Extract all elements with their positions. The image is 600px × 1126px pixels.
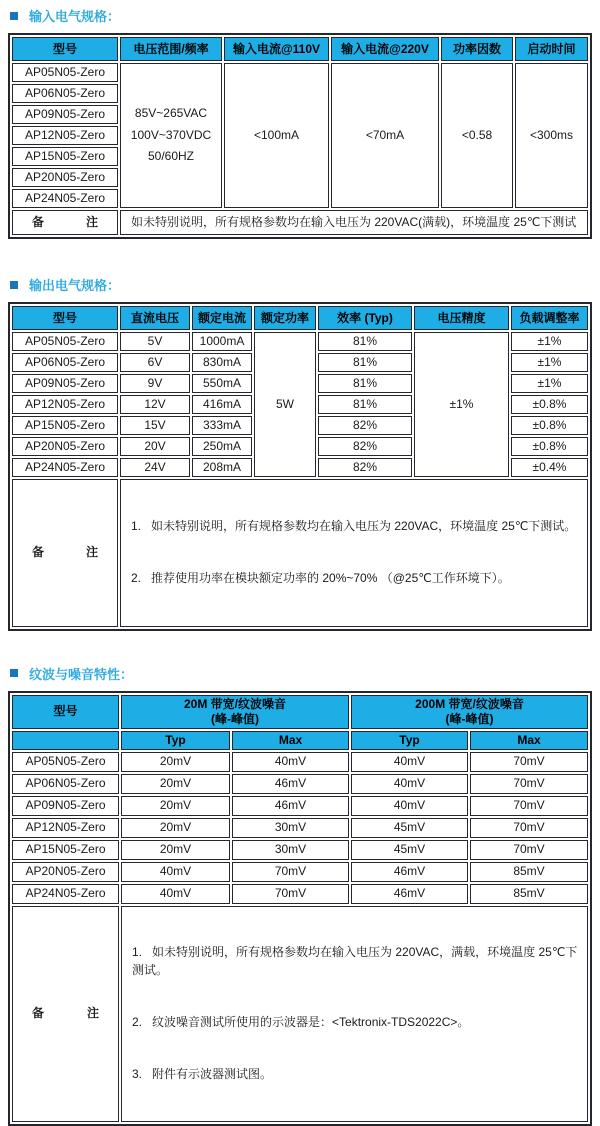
remark-label <box>12 479 118 626</box>
col-header-model: 型号 <box>12 695 119 729</box>
current-110v-cell: <100mA <box>224 63 329 208</box>
voltage-range-line: 100V~370VDC <box>130 127 212 142</box>
typ-20m-cell: 20mV <box>121 840 230 860</box>
remark-line: 1. 如未特别说明，所有规格参数均在输入电压为 220VAC，环境温度 25℃下测试。 <box>131 519 577 534</box>
max-200m-cell: 70mV <box>470 840 588 860</box>
col-header-startup-time: 启动时间 <box>515 37 588 61</box>
typ-200m-cell: 45mV <box>351 818 468 838</box>
efficiency-cell: 81% <box>318 332 412 351</box>
ripple-noise-table <box>8 691 592 1126</box>
input-specs-table <box>8 33 592 239</box>
table-row <box>12 752 588 772</box>
col-header-rated-current: 额定电流 <box>192 306 252 330</box>
remark-label-char: 备 <box>32 1006 45 1021</box>
max-200m-cell: 70mV <box>470 752 588 772</box>
remark-text: 如未特别说明，所有规格参数均在输入电压为 220VAC(满载)，环境温度 25℃下测试 <box>120 210 588 235</box>
max-20m-cell: 30mV <box>232 840 349 860</box>
typ-20m-cell: 40mV <box>121 884 230 904</box>
col-header-200m-band <box>351 695 588 729</box>
dc-voltage-cell: 20V <box>120 437 190 456</box>
remark-line: 2. 纹波噪音测试所使用的示波器是：<Tektronix-TDS2022C>。 <box>132 1014 470 1029</box>
model-cell: AP15N05-Zero <box>12 416 118 435</box>
remark-line: 1. 如未特别说明，所有规格参数均在输入电压为 220VAC，满载，环境温度 25℃下测试。 <box>132 945 578 977</box>
max-20m-cell: 30mV <box>232 818 349 838</box>
typ-200m-cell: 40mV <box>351 796 468 816</box>
model-cell: AP24N05-Zero <box>12 458 118 477</box>
typ-200m-cell: 46mV <box>351 862 468 882</box>
max-20m-cell: 46mV <box>232 774 349 794</box>
model-cell: AP05N05-Zero <box>12 332 118 351</box>
col-header-load-regulation: 负载调整率 <box>511 306 588 330</box>
remark-row <box>12 906 588 1123</box>
max-200m-cell: 85mV <box>470 862 588 882</box>
typ-200m-cell: 46mV <box>351 884 468 904</box>
rated-current-cell: 250mA <box>192 437 252 456</box>
table-row <box>12 884 588 904</box>
typ-200m-cell: 40mV <box>351 752 468 772</box>
col-header-current-220v: 输入电流@220V <box>331 37 439 61</box>
band-title: 20M 带宽/纹波噪音 <box>184 696 287 711</box>
col-header-20m-band <box>121 695 349 729</box>
table-row <box>12 63 588 82</box>
remark-row <box>12 479 588 626</box>
typ-20m-cell: 20mV <box>121 774 230 794</box>
table-header-row <box>12 37 588 61</box>
table-subheader-row <box>12 731 588 750</box>
col-header-max: Max <box>232 731 349 750</box>
col-header-typ: Typ <box>351 731 468 750</box>
dc-voltage-cell: 9V <box>120 374 190 393</box>
model-cell: AP20N05-Zero <box>12 437 118 456</box>
startup-time-cell: <300ms <box>515 63 588 208</box>
max-200m-cell: 70mV <box>470 774 588 794</box>
load-regulation-cell: ±1% <box>511 374 588 393</box>
table-row <box>12 332 588 351</box>
dc-voltage-cell: 6V <box>120 353 190 372</box>
dc-voltage-cell: 12V <box>120 395 190 414</box>
model-cell: AP05N05-Zero <box>12 752 119 772</box>
model-cell: AP06N05-Zero <box>12 84 118 103</box>
model-cell: AP12N05-Zero <box>12 395 118 414</box>
remark-label-char: 注 <box>85 545 98 560</box>
remark-label <box>12 906 119 1123</box>
section-heading-input <box>10 6 592 25</box>
power-factor-cell: <0.58 <box>441 63 513 208</box>
col-header-voltage-range: 电压范围/频率 <box>120 37 222 61</box>
rated-current-cell: 830mA <box>192 353 252 372</box>
table-row <box>12 774 588 794</box>
remark-row <box>12 210 588 235</box>
square-bullet-icon <box>10 281 18 289</box>
table-row <box>12 818 588 838</box>
load-regulation-cell: ±0.4% <box>511 458 588 477</box>
model-cell: AP15N05-Zero <box>12 840 119 860</box>
col-header-power-factor: 功率因数 <box>441 37 513 61</box>
max-200m-cell: 70mV <box>470 796 588 816</box>
model-cell: AP12N05-Zero <box>12 126 118 145</box>
col-header-max: Max <box>470 731 588 750</box>
section-title: 输入电气规格： <box>29 9 121 24</box>
band-title: 200M 带宽/纹波噪音 <box>415 696 524 711</box>
table-header-row <box>12 306 588 330</box>
load-regulation-cell: ±1% <box>511 332 588 351</box>
model-cell: AP12N05-Zero <box>12 818 119 838</box>
table-header-row <box>12 695 588 729</box>
table-row <box>12 862 588 882</box>
efficiency-cell: 81% <box>318 374 412 393</box>
efficiency-cell: 81% <box>318 395 412 414</box>
output-specs-table <box>8 302 592 630</box>
max-20m-cell: 40mV <box>232 752 349 772</box>
section-title: 纹波与噪音特性： <box>29 666 134 682</box>
max-200m-cell: 70mV <box>470 818 588 838</box>
model-cell: AP24N05-Zero <box>12 189 118 208</box>
square-bullet-icon <box>10 12 18 20</box>
empty-header-cell <box>12 731 119 750</box>
remark-line: 3. 附件有示波器测试图。 <box>132 1067 273 1082</box>
remark-label <box>12 210 118 235</box>
remark-text <box>120 479 588 626</box>
model-cell: AP20N05-Zero <box>12 862 119 882</box>
rated-current-cell: 1000mA <box>192 332 252 351</box>
typ-200m-cell: 40mV <box>351 774 468 794</box>
model-cell: AP09N05-Zero <box>12 374 118 393</box>
remark-label-char: 备 <box>32 215 45 230</box>
typ-20m-cell: 40mV <box>121 862 230 882</box>
section-heading-output <box>10 275 592 294</box>
efficiency-cell: 82% <box>318 416 412 435</box>
col-header-current-110v: 输入电流@110V <box>224 37 329 61</box>
dc-voltage-cell: 5V <box>120 332 190 351</box>
col-header-voltage-accuracy: 电压精度 <box>414 306 509 330</box>
load-regulation-cell: ±1% <box>511 353 588 372</box>
load-regulation-cell: ±0.8% <box>511 437 588 456</box>
model-cell: AP09N05-Zero <box>12 796 119 816</box>
square-bullet-icon <box>10 669 18 677</box>
typ-200m-cell: 45mV <box>351 840 468 860</box>
voltage-range-cell <box>120 63 222 208</box>
col-header-efficiency: 效率 (Typ) <box>318 306 412 330</box>
typ-20m-cell: 20mV <box>121 796 230 816</box>
model-cell: AP15N05-Zero <box>12 147 118 166</box>
remark-label-char: 注 <box>86 1006 99 1021</box>
col-header-dc-voltage: 直流电压 <box>120 306 190 330</box>
band-subtitle: (峰-峰值) <box>445 711 494 726</box>
rated-current-cell: 208mA <box>192 458 252 477</box>
voltage-accuracy-cell: ±1% <box>414 332 509 477</box>
section-heading-ripple <box>10 664 592 683</box>
model-cell: AP06N05-Zero <box>12 353 118 372</box>
efficiency-cell: 82% <box>318 458 412 477</box>
voltage-range-line: 50/60HZ <box>147 149 195 164</box>
max-20m-cell: 46mV <box>232 796 349 816</box>
model-cell: AP20N05-Zero <box>12 168 118 187</box>
remark-label-char: 备 <box>32 545 45 560</box>
col-header-model: 型号 <box>12 37 118 61</box>
max-20m-cell: 70mV <box>232 862 349 882</box>
band-subtitle: (峰-峰值) <box>211 711 259 726</box>
rated-current-cell: 333mA <box>192 416 252 435</box>
remark-text <box>121 906 588 1123</box>
load-regulation-cell: ±0.8% <box>511 395 588 414</box>
typ-20m-cell: 20mV <box>121 752 230 772</box>
model-cell: AP05N05-Zero <box>12 63 118 82</box>
table-row <box>12 840 588 860</box>
max-20m-cell: 70mV <box>232 884 349 904</box>
model-cell: AP06N05-Zero <box>12 774 119 794</box>
section-title: 输出电气规格： <box>29 278 121 294</box>
load-regulation-cell: ±0.8% <box>511 416 588 435</box>
efficiency-cell: 81% <box>318 353 412 372</box>
typ-20m-cell: 20mV <box>121 818 230 838</box>
rated-current-cell: 416mA <box>192 395 252 414</box>
model-cell: AP09N05-Zero <box>12 105 118 124</box>
table-row <box>12 796 588 816</box>
col-header-typ: Typ <box>121 731 230 750</box>
dc-voltage-cell: 15V <box>120 416 190 435</box>
voltage-range-line: 85V~265VAC <box>134 106 208 121</box>
col-header-rated-power: 额定功率 <box>254 306 316 330</box>
max-200m-cell: 85mV <box>470 884 588 904</box>
remark-line: 2. 推荐使用功率在模块额定功率的 20%~70% （@25℃工作环境下）。 <box>131 571 510 586</box>
current-220v-cell: <70mA <box>331 63 439 208</box>
dc-voltage-cell: 24V <box>120 458 190 477</box>
col-header-model: 型号 <box>12 306 118 330</box>
model-cell: AP24N05-Zero <box>12 884 119 904</box>
rated-current-cell: 550mA <box>192 374 252 393</box>
remark-label-char: 注 <box>85 215 98 230</box>
rated-power-cell: 5W <box>254 332 316 477</box>
efficiency-cell: 82% <box>318 437 412 456</box>
